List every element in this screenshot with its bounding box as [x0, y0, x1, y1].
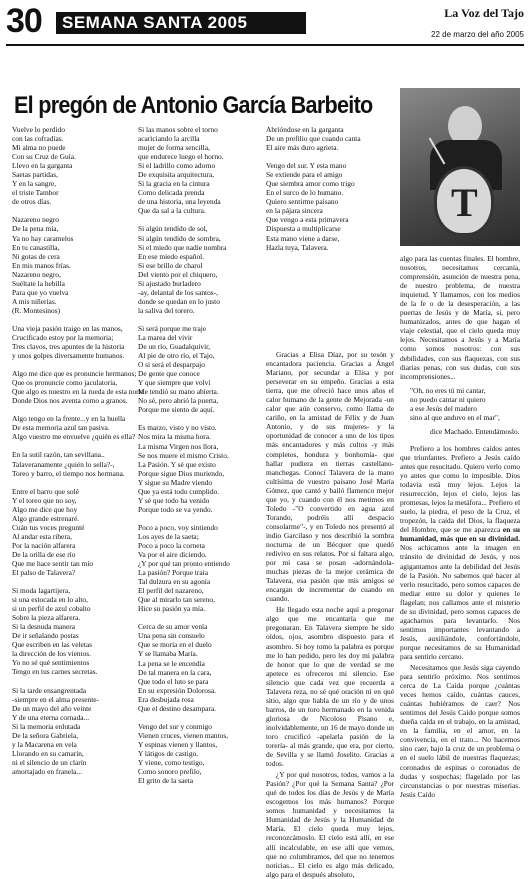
poem-line: Para que yo vuelva	[12, 287, 69, 297]
poem-line: Si ese brillo de charol	[138, 260, 203, 270]
poem-line: Y de una eterna cornada...	[12, 712, 90, 722]
paragraph-text: Prefiero a los hombres caídos antes que triunfantes. Prefiero a Jesús caído antes que resucitado. Quiero verlo como yo antes que como lo imposible. Dios todavía está muy lejos. Lejos la resurrección, lejos el cielo, lejos las promesas, lejos la metáfora... Prefiero el suelo, la piedra, el peso de la Cruz, el tropezón, la caída del Dios, la flaqueza del Hombre, que se me aparezca	[400, 443, 520, 535]
poem-line: -ay, delantal de los santos-,	[138, 287, 218, 297]
poem-line: Abrióndose en la garganta	[266, 125, 344, 134]
poem-line: De un río, Guadalquivir,	[138, 342, 211, 352]
poem-line: Que el destino desampara.	[138, 703, 216, 713]
poem-line: donde se quedan en lo justo	[138, 296, 220, 306]
poem-line: El palso de Talavera?	[12, 568, 76, 578]
poem-line: Y sé que todo ha venido	[138, 495, 210, 505]
poem-line: Si será porque me traje	[138, 323, 207, 333]
poem-line: Vuelve lo perdido	[12, 125, 65, 134]
poem-column-1	[12, 125, 144, 776]
poem-line: Si la tarde ensangrentada	[12, 685, 87, 695]
poem-line: De la orilla de ese río	[12, 549, 76, 559]
paragraph: algo para las cuentas finales. El hombre, nosotros, necesitamos cercanía, comprensión, asunción de nuestra pena, de nuestro problema, de nuestra inquietud. Y llamamos, con los medios de la fe o de la desesperación, a las puertas de Jesús y de María, sí, pero humanizados, antes de que hagan el viaje celestial, que el cielo queda muy lejos. Necesitamos a Jesús y a María como somos nosotros: con sus debilidades, con sus flaquezas, con sus diarias penas, con sus dudas, con sus incomprensiones...	[400, 254, 520, 381]
poem-line: Poco a poco la corneta	[138, 540, 205, 550]
poem-line: Si ajustado burladero	[138, 278, 201, 288]
verse-attribution: dice Machado. Entendámoslo.	[430, 426, 520, 436]
poem-line: la saliva del torero.	[138, 305, 195, 315]
page-header	[6, 4, 524, 44]
poem-line: amortajado en franela...	[12, 766, 82, 776]
verse-line: "Oh, no eres tú mi cantar,	[410, 385, 486, 395]
paragraph: He llegado esta noche aquí a pregonar algo que me encantaría que me pregonaran. En Talavera siempre he sido oídos, ojos, asombro dispuesto para el asombro. Si hoy tomo la palabra es porque me lo han pedido, pero les doy mi palabra de honor que lo que de verdad se me apetece es ofreceros mi silencio. Ese silencio que cada vez que recuerda a Talavera reza, no sé qué oración ni en qué sitio, algo que habla de un río y de unos barros, de un toro hermanado en la venida gloriosa de Nicoloso Pisano e, inolvidablemente, un 16 de mayo donde un toro crucificó -apelarla pasión de la torería- al más grande, que era, por cierto, de Sevilla y se llamó Joselito. Gracias a todos.	[266, 605, 394, 769]
poem-line: Se extiende para el amigo	[266, 170, 343, 180]
poem-line: De la señora Gabriela,	[12, 730, 79, 740]
quoted-verse	[410, 386, 520, 422]
poem-line: La Pasión. Y sé que existo	[138, 459, 216, 469]
poem-line: Porque me siento de aquí.	[138, 405, 215, 415]
poem-line: Donde Dios nos aventa como a granos.	[12, 396, 128, 406]
poem-line: Si el ladrillo como adorno	[138, 161, 216, 171]
poem-line: de otros días.	[12, 197, 52, 207]
poem-line: Una vieja pasión traigo en las manos,	[12, 323, 123, 333]
poem-line: Si las manos sobre el torno	[138, 125, 218, 134]
poem-line: Que se moría en el duelo	[138, 640, 212, 650]
poem-line: Y el toreo que no soy,	[12, 495, 77, 505]
poem-line: Algo vuestro me envuelve ¿quién es ella?	[12, 432, 136, 442]
poem-line: Dispuesta a multiplicarse	[266, 224, 341, 234]
poem-line: Tres clavos, tres apuntes de la historia	[12, 342, 125, 352]
poem-stanza	[266, 125, 396, 152]
poem-line: Vengo del sur. Y esta mano	[266, 161, 347, 171]
poem-stanza	[12, 487, 134, 577]
poem-line: Nos mira la misma hora.	[138, 432, 211, 442]
poem-line: Talaveranamente ¿quién lo sella?-,	[12, 459, 115, 469]
paragraph	[400, 444, 520, 661]
poem-line: Yo no sé qué sentimientos	[12, 658, 90, 668]
poem-line: Tengo en tus carnes secretas.	[12, 667, 98, 677]
poem-line: Y que siempre que volví	[138, 378, 211, 388]
poem-line: Si la gracia en la cintura	[138, 179, 210, 189]
poem-line: Como sonoro prefilo,	[138, 767, 202, 777]
poem-line: Algo me dice que es pronuncie hermanos;	[12, 369, 137, 379]
poem-line: en la pájara sincera	[266, 206, 323, 216]
poem-line: La marea del vivir	[138, 332, 193, 342]
poem-line: Porque sigue Dios muriendo,	[138, 468, 225, 478]
poem-line: En ese miedo español.	[138, 251, 205, 261]
newspaper-name: La Voz del Tajo	[444, 6, 524, 20]
poem-line: Con su Cruz de Guía.	[12, 152, 76, 162]
poem-line: Es marzo, visto y no visto.	[138, 423, 217, 433]
poem-line: Nazareno negro	[12, 215, 59, 225]
poem-line: Ni gotas de cera	[12, 251, 60, 261]
poem-line: Vengo del sur y conmigo	[138, 721, 212, 731]
poem-line: si una estocada en lo alto,	[12, 595, 88, 605]
prose-column-3	[266, 350, 394, 879]
poem-line: Que vengo a esta primavera	[266, 215, 349, 225]
poem-line: El grito de la saeta	[138, 776, 193, 786]
poem-line: Por la nación alfarera	[12, 540, 76, 550]
poem-line: el triste Tambor	[12, 188, 59, 198]
poem-line: Llorando en su camarín,	[12, 748, 84, 758]
emblem-letter: T	[451, 180, 478, 225]
lectern-emblem	[434, 166, 494, 236]
poem-line: En el surco de lo humano.	[266, 188, 344, 198]
poem-line: Va por el aire diciendo.	[138, 550, 207, 560]
poem-line: Algo tengo en la frente...y en la huella	[12, 414, 126, 424]
poem-line: Si la memoria enlutada	[12, 721, 81, 731]
poem-line: El perfil del nazareno,	[138, 586, 204, 596]
page-number: 30	[6, 2, 42, 40]
poem-line: Quiero sentirme paisano	[266, 197, 339, 207]
poem-line: y la Macarena en vela	[12, 739, 77, 749]
poem-line: De exquisita arquitectura,	[138, 170, 215, 180]
poem-line: La misma Virgen nos llora,	[138, 441, 219, 451]
poem-line: Sobre la pieza alfarera.	[12, 613, 81, 623]
poem-line: No sé, pero abrió la puerta,	[138, 396, 219, 406]
poem-line: que endurece luego el horno.	[138, 152, 224, 162]
poem-line: De la pena mía,	[12, 224, 59, 234]
poem-line: De esta memoria azul tan pasiva.	[12, 423, 110, 433]
poem-line: Crucificado estoy por la memoria;	[12, 332, 114, 342]
poem-line: En la sutil razón, tan sevillana..	[12, 450, 105, 460]
poem-line: De un prefilio que cuando canta	[266, 134, 361, 144]
poem-line: De tal manera en la cara,	[138, 667, 212, 677]
verse-line: no puedo cantar ni quiero	[410, 394, 486, 404]
poem-line: Que escriben en las veletas	[12, 640, 93, 650]
poem-line: Y en la sangre,	[12, 179, 57, 189]
poem-line: Hazla tuya, Talavera.	[266, 242, 329, 252]
poem-stanza	[138, 125, 260, 215]
poem-line: la dirección de los vientos.	[12, 649, 92, 659]
poem-stanza	[266, 161, 396, 251]
poem-stanza	[138, 622, 260, 712]
poem-line: Y espinas vienen y llantos,	[138, 739, 218, 749]
poem-line: Que algo es nuestro en la rueda de esta noria	[12, 387, 144, 397]
poem-line: con las cofradías.	[12, 134, 64, 144]
poem-line: Vienen cruces, vienen mantos,	[138, 730, 229, 740]
poem-line: Al andar esta ribera,	[12, 531, 72, 541]
poem-line: Si algún tendido de sol,	[138, 224, 208, 234]
poem-line: (R. Montesinos)	[12, 305, 61, 315]
verse-line: a ese Jesús del madero	[410, 403, 477, 413]
poem-line: Se nos muere el mismo Cristo.	[138, 450, 229, 460]
poem-stanza	[12, 324, 134, 360]
poem-line: Poco a poco, voy sintiendo	[138, 522, 218, 532]
paragraph: ¿Y por qué nosotros, todos, vamos a la Pasión? ¿Por qué la Semana Santa? ¿Por qué de todos los días de Jesús y de María escogemos los más humanos? Porque somos humanidad y necesitamos la Humanidad de Jesús y la Humanidad de María. El cielo queda muy lejos, reconozcámoslo. El cielo está allí, en ese allí incalculable, en ese allí que vemos, que no columbramos, del que no tenemos noticias... El cielo es algo más delicado, algo para el después absoluto,	[266, 770, 394, 879]
poem-line: Y látigos de castigo.	[138, 748, 199, 758]
speaker-photo	[400, 88, 520, 246]
poem-stanza	[138, 722, 260, 785]
poem-line: Que me hace sentir tan mío	[12, 558, 94, 568]
poem-line: A mis niñerías.	[12, 296, 57, 306]
poem-line: ni el silencio de un clarín	[12, 757, 87, 767]
poem-line: -siempre en el alma presente-	[12, 694, 100, 704]
poem-stanza	[138, 523, 260, 613]
poem-line: En mis manos frías.	[12, 260, 71, 270]
poem-stanza	[12, 686, 134, 776]
poem-stanza	[138, 324, 260, 414]
poem-stanza	[12, 125, 134, 206]
poem-stanza	[12, 369, 144, 406]
poem-line: Si la desnuda manera	[12, 622, 76, 632]
poem-line: El aire más duro agrieta.	[266, 143, 339, 153]
poem-line: Una pena sin consuelo	[138, 631, 205, 641]
poem-line: Que siembra amor como trigo	[266, 179, 355, 189]
paragraph-emphasis: en su humanidad, más que en su divinidad.	[400, 525, 520, 544]
poem-column-3	[266, 125, 396, 252]
header-rule	[6, 44, 524, 46]
prose-column-4	[400, 254, 520, 799]
section-title: SEMANA SANTA 2005	[56, 12, 306, 34]
poem-line: Esta mano viene a darse,	[266, 233, 340, 243]
poem-stanza	[138, 224, 260, 314]
poem-line: Al pie de otro río, el Tajo,	[138, 351, 215, 361]
poem-line: Y viene, como testigo,	[138, 758, 205, 767]
poem-line: La pena se le encendía	[138, 658, 205, 668]
poem-line: ¿Y por qué tan pronto entiendo	[138, 559, 230, 569]
poem-line: Y se llamaba María.	[138, 649, 198, 659]
poem-line: En tu canastilla,	[12, 242, 60, 252]
poem-line: Me tendió su mano abierta.	[138, 387, 219, 397]
poem-line: y unos golpes diversamente humanos.	[12, 351, 125, 361]
poem-line: de una historia, una leyenda	[138, 197, 221, 207]
poem-line: Tal dulzura en su agonía	[138, 577, 211, 587]
poem-line: Era desbujada rosa	[138, 694, 194, 704]
paragraph: Gracias a Elisa Díaz, por su tesón y encantadora paciencia. Gracias a Ángel Mariano, por secundar a Elisa y por perseverar en su empeño. Gracias a esta tierra, que me ofreció hace unos años el calor humano de la gente de Mejorada -un calor que aún conservo, como llama de cariño, en la amistad de Félix y de Juan Antonio, y de sus mujeres- y la oportunidad de conocer a uno de los tipos más encantadores y más cultos -y más completos, hondura y bonhomía- que hallar pudiera en tierras castellano-manchegas. Conocí Talavera de la mano cultísima de vuestro paisano José María Gómez, que cantó y bailó flamenco mejor que yo, y cuando con él nos metimos en Toledo -"O convertido en agua azul Torando, podréis allí despacio consolarme"-, y en Toledo nos presentó al indio Garcilaso y nos describió la sombra nocturna de un Bécquer que quedó redivivo en sus relatos. Por si faltara algo, por mi casa se posan -adornándola- muchas piezas de la mejor cerámica de Talavera, esa pasión que mis amigos se encargan de incrementar de cuando en cuando.	[266, 350, 394, 604]
poem-line: La pasión? Porque traía	[138, 568, 208, 578]
poem-line: Saetas partidas,	[12, 170, 58, 180]
poem-line: Si el miedo que nadie nombra	[138, 242, 227, 252]
poem-line: Si algún tendido de sombra,	[138, 233, 221, 243]
poem-line: Llevo en la garganta	[12, 161, 73, 171]
poem-line: De gente que conoce	[138, 369, 200, 379]
poem-line: O si será el desparpajo	[138, 360, 205, 370]
poem-line: Que todo el luto se para	[138, 676, 209, 686]
verse-line: sino al que anduvo en el mar",	[410, 412, 500, 422]
poem-line: Que os pronuncie como jaculatoria,	[12, 378, 118, 388]
poem-stanza	[138, 423, 260, 513]
poem-line: Nazareno negro,	[12, 269, 61, 279]
poem-stanza	[12, 586, 134, 676]
poem-line: Y sigue su Madre viendo	[138, 477, 213, 487]
poem-line: En su expresión Dolorosa.	[138, 685, 216, 695]
poem-line: acariciando la arcilla	[138, 134, 200, 144]
poem-line: Entre el barro que solé	[12, 486, 79, 496]
poem-line: Si moda lagartijera,	[12, 586, 71, 596]
poem-line: Mi alma no puede	[12, 143, 66, 153]
poem-line: mujer de forma sencilla,	[138, 143, 210, 153]
poem-line: Los ayes de la saeta;	[138, 531, 199, 541]
poem-line: Hice su pasión ya mía.	[138, 604, 206, 614]
poem-line: Cuán tus voces pregunté	[12, 522, 85, 532]
poem-line: Del viento por el chiquero,	[138, 269, 218, 279]
poem-line: De ir señalando postas	[12, 631, 79, 641]
poem-column-2	[138, 125, 260, 785]
poem-line: Que al mirarlo tan sereno,	[138, 595, 215, 605]
poem-stanza	[12, 450, 134, 477]
poem-line: Como delicada prenda	[138, 188, 205, 198]
poem-line: Porque todo se va yendo.	[138, 504, 213, 514]
poem-line: Que da sal a la cultura.	[138, 206, 206, 216]
poem-stanza	[12, 414, 134, 441]
poem-line: Cerca de su amor venía	[138, 622, 208, 632]
poem-line: Suéltate la hebilla	[12, 278, 65, 288]
poem-line: Algo grande estrenaré.	[12, 513, 80, 523]
paragraph: Necesitamos que Jesús siga cayendo para sentirlo próximo. Nos sentimos cerca de La Caída porque ¿cuántas veces hemos caído, cuántas cauces, cuántas hubiéramos de caer? Nos sentimos del Jesús Caído porque somos dueña caída en el trabajo, en la amistad, en la familia, en el amor, en la convivencia, en el trato... No hacemos sino caer, bajo la cruz de un problema o en el suelo lábil de nuestras flaquezas; coronados de espinas o coronados de dudas y sospechas; flagelado por las circunstancias o por nuestras miserias. Jesús Caído	[400, 663, 520, 799]
poem-line: Algo me dice que hoy	[12, 504, 78, 514]
paragraph-text: Nos achicamos ante la imagen en tránsito de divinidad de Jesús, y nos agigantamos ante la debilidad del Jesús de la Pasión. No sabemos qué hacer al verlo resucitado, pero somos capaces de mediar entre su dolor y quienes le flagelan; nos callamos ante el misterio de su divinidad, pero somos capaces de agacharnos para levantarlo. Nos sentimos importantes levantando a Jesús, auxiliándole, confortándole, porque necesitamos de su Humanidad para sentirlo cercano.	[400, 543, 520, 661]
poem-line: Que ya está todo cumplido.	[138, 486, 220, 496]
poem-line: Ya no hay caramelos	[12, 233, 74, 243]
poem-stanza	[12, 215, 134, 315]
poem-line: Toreo y barro, el tiempo nos hermana.	[12, 468, 125, 478]
poem-line: si un perfil de azul cobalto	[12, 604, 91, 614]
poem-line: De un mayo del año veinte	[12, 703, 92, 713]
headline: El pregón de Antonio García Barbeito	[14, 92, 373, 119]
issue-date: 22 de marzo del año 2005	[431, 30, 524, 39]
